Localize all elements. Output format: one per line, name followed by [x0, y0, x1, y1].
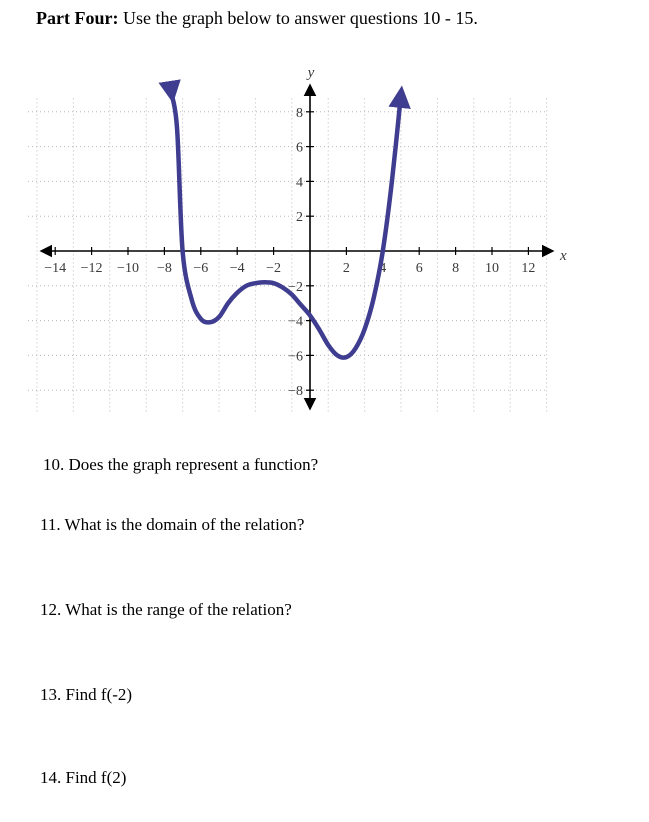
x-tick-label: −12 [80, 261, 103, 276]
x-axis-label: x [560, 248, 567, 264]
x-tick-label: 2 [342, 261, 350, 276]
y-tick-label: 6 [296, 140, 303, 156]
x-tick-label: −4 [229, 261, 245, 276]
x-tick-label: −8 [156, 261, 172, 276]
heading-text: Use the graph below to answer questions 10 - 15. [118, 8, 478, 28]
question-11: 11. What is the domain of the relation? [40, 515, 305, 534]
y-tick-label: 8 [296, 105, 303, 121]
x-tick-label: 12 [521, 261, 536, 276]
y-tick-label: −4 [288, 314, 303, 330]
ticks [44, 106, 535, 399]
question-13: 13. Find f(-2) [40, 685, 133, 704]
y-axis-label: y [307, 65, 315, 81]
x-tick-label: 4 [379, 261, 387, 276]
x-tick-label: 6 [415, 261, 423, 276]
x-tick-label: 10 [485, 261, 499, 276]
x-tick-label: −6 [193, 261, 209, 276]
curve [172, 94, 401, 357]
question-12: 12. What is the range of the relation? [40, 600, 292, 619]
x-tick-label: −10 [117, 261, 139, 276]
x-tick-label: 8 [452, 261, 460, 276]
y-tick-label: −8 [288, 384, 303, 400]
curve-line [172, 94, 401, 357]
y-tick-label: 4 [296, 175, 303, 191]
heading-bold: Part Four: [36, 8, 119, 28]
grid [28, 98, 548, 411]
x-tick-label: −14 [44, 261, 67, 276]
x-tick-label: −2 [266, 261, 282, 276]
question-14: 14. Find f(2) [40, 768, 127, 787]
question-10: 10. Does the graph represent a function? [43, 455, 319, 474]
y-tick-label: 2 [296, 210, 303, 226]
y-tick-label: −6 [288, 349, 303, 365]
y-tick-label: −2 [288, 279, 303, 295]
